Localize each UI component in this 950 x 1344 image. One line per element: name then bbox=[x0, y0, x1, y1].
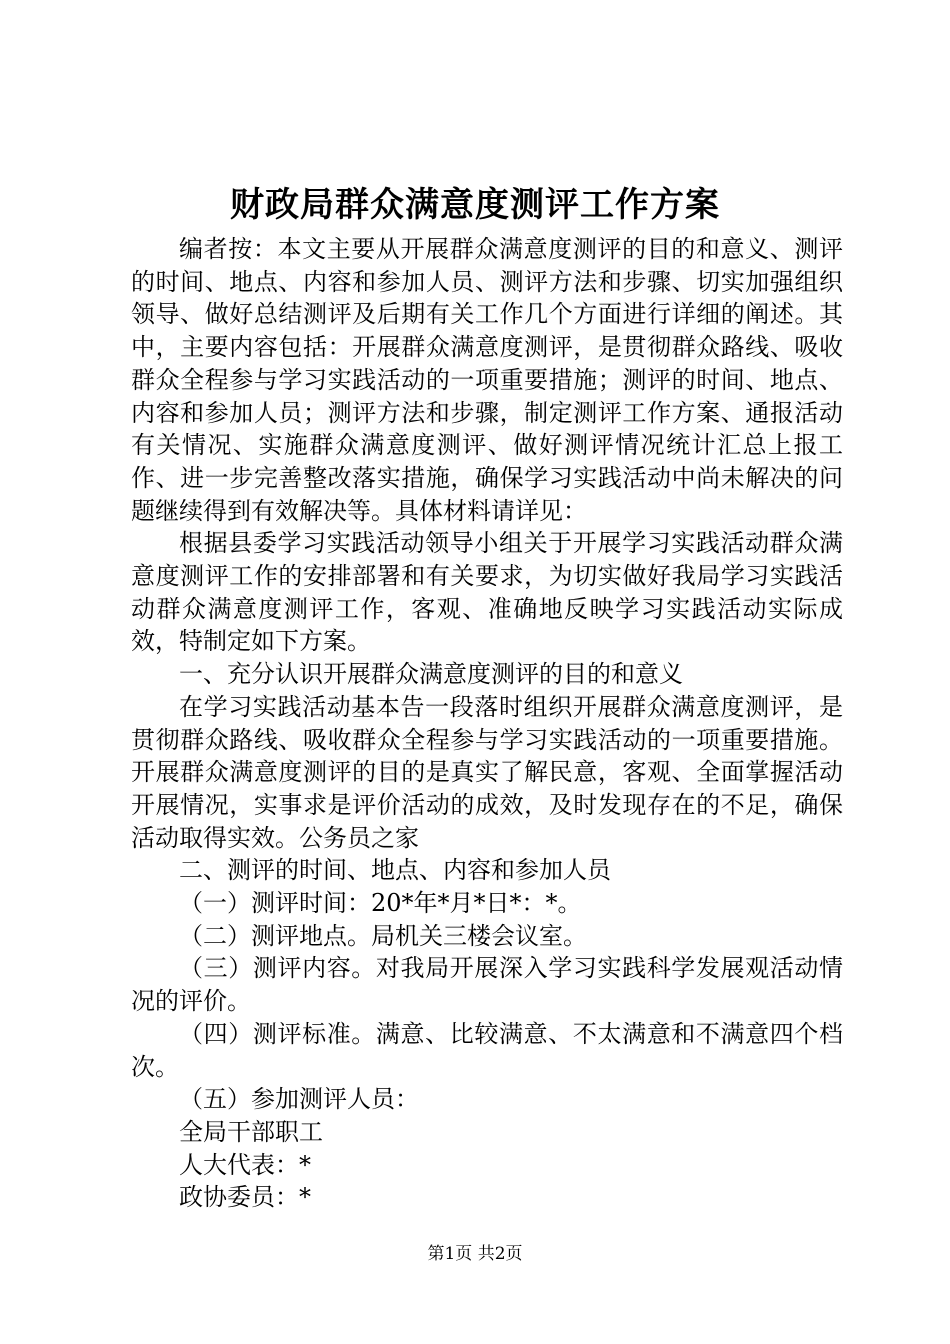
participant-staff: 全局干部职工 bbox=[179, 1117, 323, 1146]
section-1-paragraph: 在学习实践活动基本告一段落时组织开展群众满意度测评，是贯彻群众路线、吸收群众全程参与学习实践活动的一项重要措施。开展群众满意度测评的目的是真实了解民意，客观、全面掌握活动开展情况，实事求是评价活动的成效，及时发现存在的不足，确保活动取得实效。公务员之家 bbox=[131, 692, 843, 852]
participant-cppcc: 政协委员：* bbox=[179, 1183, 311, 1212]
intro-paragraph: 根据县委学习实践活动领导小组关于开展学习实践活动群众满意度测评工作的安排部署和有关要求，为切实做好我局学习实践活动群众满意度测评工作，客观、准确地反映学习实践活动实际成效，特制定如下方案。 bbox=[131, 529, 843, 656]
page-footer bbox=[0, 1243, 950, 1265]
editor-note-paragraph: 编者按：本文主要从开展群众满意度测评的目的和意义、测评的时间、地点、内容和参加人员、测评方法和步骤、切实加强组织领导、做好总结测评及后期有关工作几个方面进行详细的阐述。其中，主要内容包括：开展群众满意度测评，是贯彻群众路线、吸收群众全程参与学习实践活动的一项重要措施；测评的时间、地点、内容和参加人员；测评方法和步骤，制定测评工作方案、通报活动有关情况、实施群众满意度测评、做好测评情况统计汇总上报工作、进一步完善整改落实措施，确保学习实践活动中尚未解决的问题继续得到有效解决等。具体材料请详见： bbox=[131, 235, 843, 525]
item-test-participants: （五）参加测评人员： bbox=[179, 1085, 419, 1114]
section-heading-2: 二、测评的时间、地点、内容和参加人员 bbox=[179, 856, 611, 885]
item-test-content: （三）测评内容。对我局开展深入学习实践科学发展观活动情况的评价。 bbox=[131, 954, 843, 1016]
participant-npc: 人大代表：* bbox=[179, 1150, 311, 1179]
item-test-standard: （四）测评标准。满意、比较满意、不太满意和不满意四个档次。 bbox=[131, 1019, 843, 1081]
item-test-location: （二）测评地点。局机关三楼会议室。 bbox=[179, 921, 587, 950]
document-title: 财政局群众满意度测评工作方案 bbox=[230, 185, 720, 225]
section-heading-1: 一、充分认识开展群众满意度测评的目的和意义 bbox=[179, 660, 683, 689]
page-number: 第1页 共2页 bbox=[427, 1244, 523, 1264]
item-test-time: （一）测评时间：20*年*月*日*：*。 bbox=[179, 889, 582, 918]
document-body bbox=[131, 233, 843, 1214]
